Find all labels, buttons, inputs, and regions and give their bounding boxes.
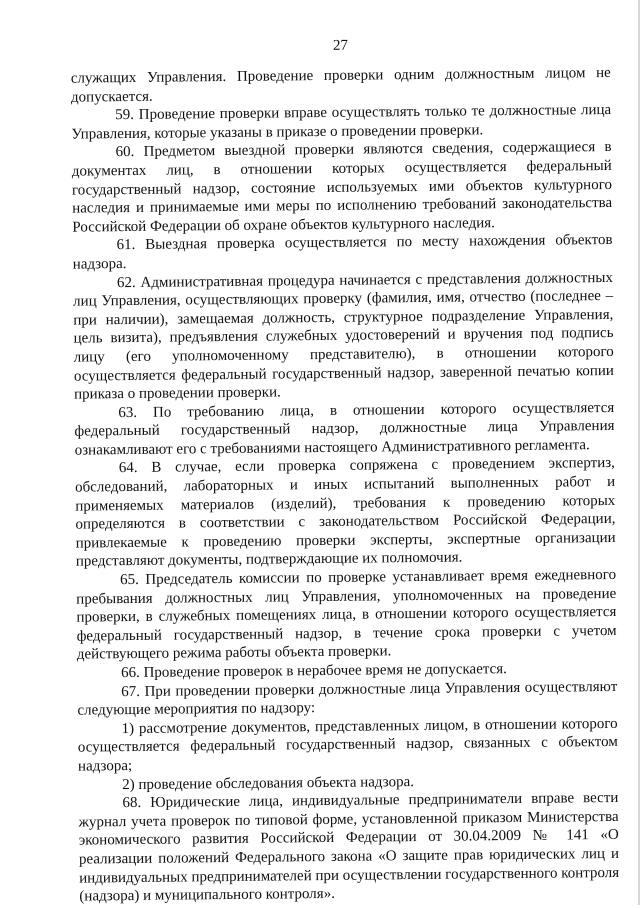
paragraph: 2) проведение обследования объекта надзора.: [122, 773, 415, 793]
paragraph: 59. Проведение проверки вправе осуществлять только те должностные лица Управления, которые указаны в приказе о проведении проверки.: [71, 102, 612, 143]
paragraph: 60. Предметом выездной проверки являются сведения, содержащиеся в документах лиц, в отношении которых осуществляется федеральный государственный надзор, состояние используемых ими объектов культурного наследия и принимаемые ими меры по исполнению требований законодательства Российской Федерации об охране объектов культурного наследия.: [71, 139, 613, 236]
paragraph: 1) рассмотрение документов, представленных лицом, в отношении которого осуществляется федеральный государственный надзор, связанных с объектом надзора;: [77, 715, 618, 775]
paragraph: 66. Проведение проверок в нерабочее время не допускается.: [120, 661, 507, 682]
paragraph: 67. При проведении проверки должностные лица Управления осуществляют следующие мероприятия по надзору:: [77, 678, 618, 719]
paragraph: служащих Управления. Проведение проверки одним должностным лицом не допускается.: [70, 64, 611, 106]
paragraph: 64. В случае, если проверка сопряжена с проведением экспертиз, обследований, лабораторных и иных испытаний выполненных работ и применяемых материалов (изделий), требования к проведению которых определяются в соответствии с законодательством Российской Федерации, привлекаемые к проведению проверки эксперты, экспертные организации представляют документы, подтверждающие их полномочия.: [75, 455, 616, 571]
page-number: 27: [332, 37, 349, 54]
paragraph: 62. Административная процедура начинается с представления должностных лиц Управления, осуществляющих проверку (фамилия, имя, отчество (последнее – при наличии), замещаемая должность, структурное подразделение Управления, цель визита), предъявления служебных удостоверений и вручения под подпись лицу (его уполномоченному представителю), в отношении которого осуществляется федеральный государственный надзор, заверенной печатью копии приказа о проведении проверки.: [73, 269, 614, 403]
paragraph: 63. По требованию лица, в отношении которого осуществляется федеральный государственный надзор, должностные лица Управления ознакамливают его с требованиями настоящего Административного регламента.: [74, 399, 615, 459]
paragraph: 68. Юридические лица, индивидуальные предприниматели вправе вести журнал учета проверок по типовой форме, установленной приказом Министерства экономического развития Российской Федерации от 30.04.2009 № 141 «О реализации положений Федерального закона «О защите прав юридических лиц и индивидуальных предпринимателей при осуществлении государственного контроля (надзора) и муниципального контроля».: [78, 790, 620, 905]
paragraph: 65. Председатель комиссии по проверке устанавливает время ежедневного пребывания должностных лиц Управления, уполномоченных на проведение проверки, в служебных помещениях лица, в отношении которого осуществляется федеральный государственный надзор, в течение срока проверки с учетом действующего режима работы объекта проверки.: [76, 566, 617, 663]
paragraph: 61. Выездная проверка осуществляется по месту нахождения объектов надзора.: [72, 232, 613, 273]
document-body: [71, 64, 620, 906]
